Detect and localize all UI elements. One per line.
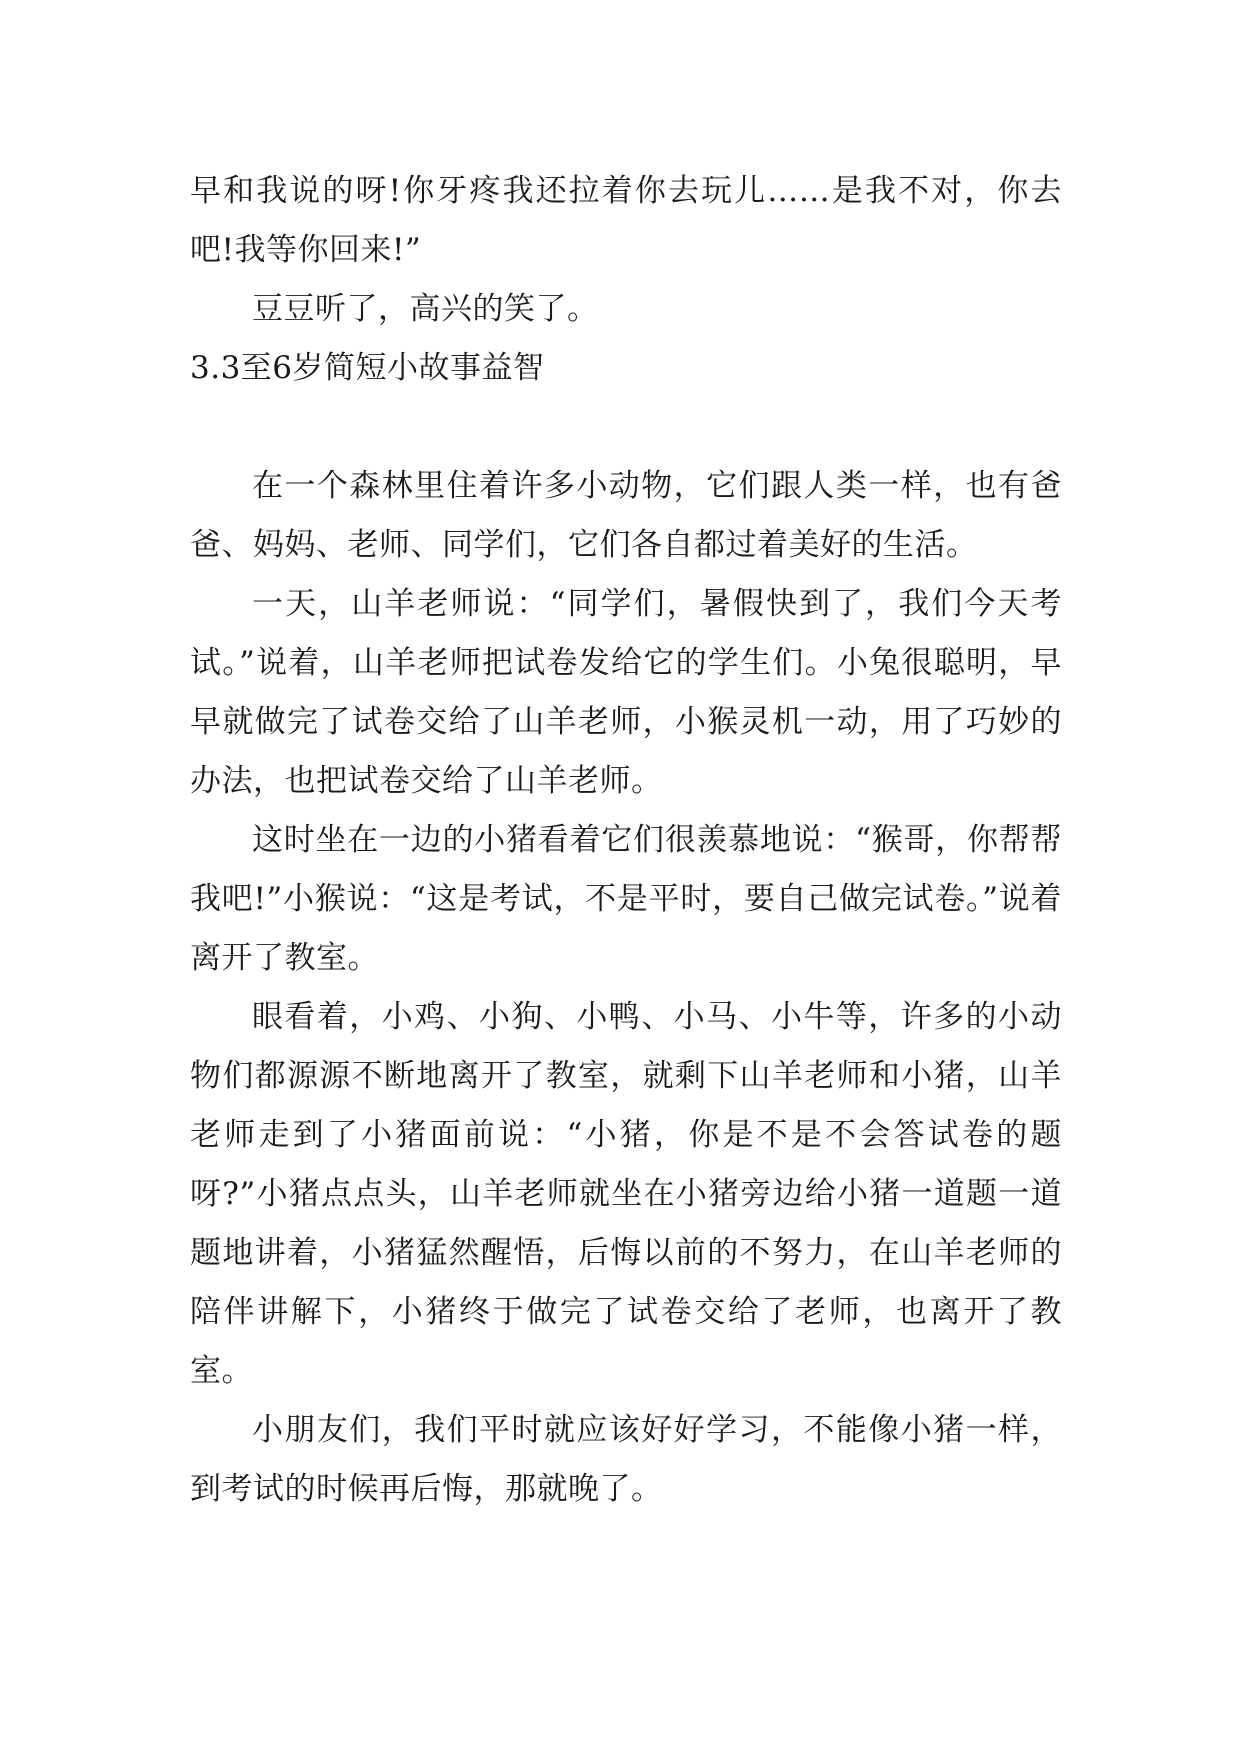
paragraph: 一天，山羊老师说：“同学们，暑假快到了，我们今天考试。”说着，山羊老师把试卷发给它的学生们。小兔很聪明，早早就做完了试卷交给了山羊老师，小猴灵机一动，用了巧妙的办法，也把试卷交给了山羊老师。	[190, 586, 1062, 799]
document-body	[190, 162, 1062, 1519]
paragraph: 在一个森林里住着许多小动物，它们跟人类一样，也有爸爸、妈妈、老师、同学们，它们各自都过着美好的生活。	[190, 468, 1062, 563]
paragraph-continued: 早和我说的呀!你牙疼我还拉着你去玩儿……是我不对，你去吧!我等你回来!”	[190, 173, 1062, 268]
paragraph: 眼看着，小鸡、小狗、小鸭、小马、小牛等，许多的小动物们都源源不断地离开了教室，就剩下山羊老师和小猪，山羊老师走到了小猪面前说：“小猪，你是不是不会答试卷的题呀?”小猪点点头，山羊老师就坐在小猪旁边给小猪一道题一道题地讲着，小猪猛然醒悟，后悔以前的不努力，在山羊老师的陪伴讲解下，小猪终于做完了试卷交给了老师，也离开了教室。	[190, 999, 1062, 1389]
paragraph: 豆豆听了，高兴的笑了。	[252, 291, 599, 327]
paragraph: 这时坐在一边的小猪看着它们很羡慕地说：“猴哥，你帮帮我吧!”小猴说：“这是考试，不是平时，要自己做完试卷。”说着离开了教室。	[190, 822, 1062, 976]
paragraph: 小朋友们，我们平时就应该好好学习，不能像小猪一样，到考试的时候再后悔，那就晚了。	[190, 1412, 1062, 1507]
section-heading: 3.3至6岁简短小故事益智	[190, 350, 545, 386]
blank-line	[190, 398, 1062, 457]
